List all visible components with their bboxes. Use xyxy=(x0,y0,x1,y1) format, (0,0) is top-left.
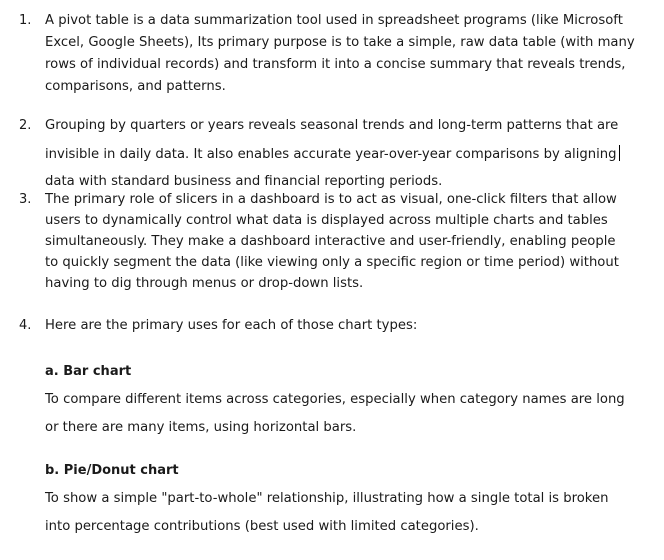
text-line: invisible in daily data. It also enables accurate year-over-year comparisons by aligning xyxy=(45,147,617,162)
text-line: To compare different items across categories, especially when category names are long xyxy=(45,392,625,407)
text-line: The primary role of slicers in a dashboard is to act as visual, one-click filters that allow xyxy=(45,192,617,207)
sub-heading: a. Bar chart xyxy=(45,364,132,379)
text-line: Excel, Google Sheets), Its primary purpose is to take a simple, raw data table (with many xyxy=(45,35,635,50)
text-line: to quickly segment the data (like viewing only a specific region or time period) without xyxy=(45,255,619,270)
list-number: 3. xyxy=(19,192,32,207)
text-line: To show a simple "part-to-whole" relationship, illustrating how a single total is broken xyxy=(45,491,609,506)
text-cursor xyxy=(619,145,620,161)
list-number: 4. xyxy=(19,318,32,333)
text-line: having to dig through menus or drop-down lists. xyxy=(45,276,364,291)
sub-heading: b. Pie/Donut chart xyxy=(45,463,179,478)
text-line: comparisons, and patterns. xyxy=(45,79,226,94)
text-line: rows of individual records) and transform it into a concise summary that reveals trends, xyxy=(45,57,626,72)
text-line-with-caret xyxy=(45,144,620,166)
text-line: simultaneously. They make a dashboard interactive and user-friendly, enabling people xyxy=(45,234,616,249)
list-number: 2. xyxy=(19,118,32,133)
text-line: A pivot table is a data summarization tool used in spreadsheet programs (like Microsoft xyxy=(45,13,623,28)
text-line: or there are many items, using horizontal bars. xyxy=(45,420,357,435)
text-line: into percentage contributions (best used with limited categories). xyxy=(45,519,479,534)
text-line: Here are the primary uses for each of those chart types: xyxy=(45,318,418,333)
text-line: Grouping by quarters or years reveals seasonal trends and long-term patterns that are xyxy=(45,118,619,133)
text-line: data with standard business and financial reporting periods. xyxy=(45,174,443,189)
text-line: users to dynamically control what data is displayed across multiple charts and tables xyxy=(45,213,608,228)
list-number: 1. xyxy=(19,13,32,28)
